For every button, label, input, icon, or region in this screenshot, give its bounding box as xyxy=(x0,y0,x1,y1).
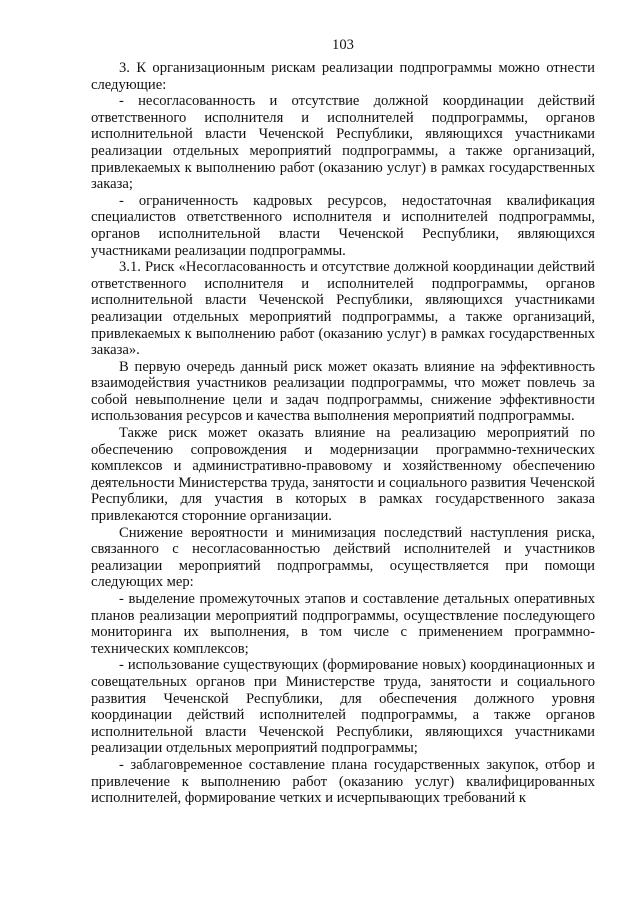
paragraph-also-impact: Также риск может оказать влияние на реализацию мероприятий по обеспечению сопровождения и модернизации программно-технических комплексов и административно-правовому и хозяйственному обеспечению деятельности Министерства труда, занятости и социального развития Чеченской Республики, для участия в которых в рамках государственного заказа привлекаются сторонние организации. xyxy=(91,425,595,525)
paragraph-measure-stages: - выделение промежуточных этапов и составление детальных оперативных планов реализации мероприятий подпрограммы, осуществление последующего мониторинга их выполнения, в том числе с применением программно-технических комплексов; xyxy=(91,591,595,657)
page-number: 103 xyxy=(332,37,354,53)
paragraph-measure-procurement: - заблаговременное составление плана государственных закупок, отбор и привлечение к выполнению работ (оказанию услуг) квалифицированных исполнителей, формирование четких и исчерпывающих требований к xyxy=(91,756,595,807)
paragraph-risk-coordination-item: - несогласованность и отсутствие должной координации действий ответственного исполнителя и исполнителей подпрограммы, органов исполнительной власти Чеченской Республики, являющихся участниками реализации отдельных мероприятий подпрограммы, а также организаций, привлекаемых к выполнению работ (оказанию услуг) в рамках государственных заказа; xyxy=(91,93,595,193)
paragraph-risk-staff-item: - ограниченность кадровых ресурсов, недостаточная квалификация специалистов ответственного исполнителя и исполнителей подпрограммы, органов исполнительной власти Чеченской Республики, являющихся участниками реализации подпрограммы. xyxy=(91,192,595,259)
paragraph-org-risks-intro: 3. К организационным рискам реализации подпрограммы можно отнести следующие: xyxy=(91,60,595,93)
paragraph-measure-coordination-bodies: - использование существующих (формирование новых) координационных и совещательных органов при Министерстве труда, занятости и социального развития Чеченской Республики, для обеспечения должного уровня координации действий исполнителей подпрограммы, а также органов исполнительной власти Чеченской Республики, являющихся участниками реализации отдельных мероприятий подпрограммы; xyxy=(91,657,595,757)
paragraph-mitigation-intro: Снижение вероятности и минимизация последствий наступления риска, связанного с несогласованностью действий исполнителей и участников реализации мероприятий подпрограммы, осуществляется при помощи следующих мер: xyxy=(91,524,595,591)
paragraph-risk-3-1: 3.1. Риск «Несогласованность и отсутствие должной координации действий ответственного исполнителя и исполнителей подпрограммы, органов исполнительной власти Чеченской Республики, являющихся участниками реализации отдельных мероприятий подпрограммы, а также организаций, привлекаемых к выполнению работ (оказанию услуг) в рамках государственных заказа». xyxy=(91,259,595,359)
document-page xyxy=(91,38,595,807)
paragraph-first-impact: В первую очередь данный риск может оказать влияние на эффективность взаимодействия участников реализации подпрограммы, что может повлечь за собой невыполнение цели и задач подпрограммы, снижение эффективности использования ресурсов и качества выполнения мероприятий подпрограммы. xyxy=(91,358,595,425)
